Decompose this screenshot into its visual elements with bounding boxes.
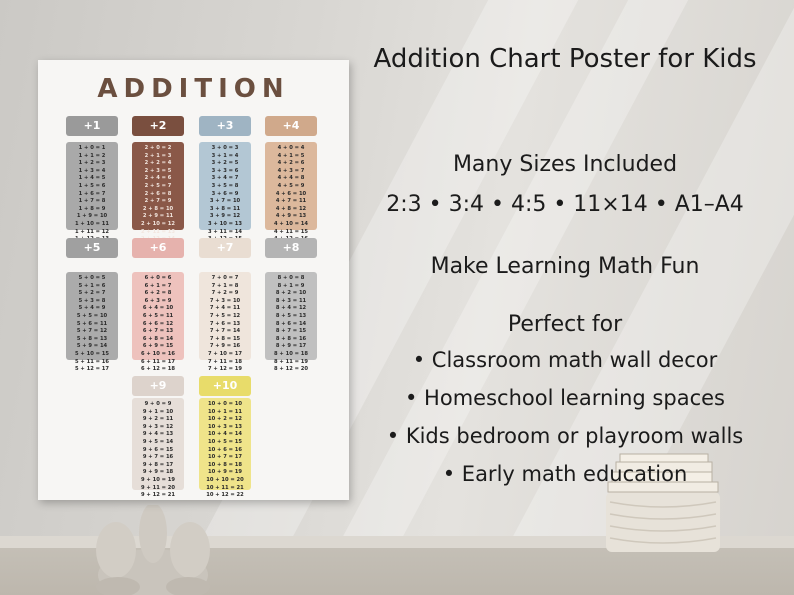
table-row: 8 + 2 = 10 (275, 290, 307, 297)
table-row: 2 + 3 = 5 (144, 167, 172, 174)
table-row: 10 + 10 = 20 (206, 476, 244, 483)
table-row: 8 + 10 = 18 (274, 350, 308, 357)
table-row: 3 + 9 = 12 (209, 213, 241, 220)
table-row: 8 + 8 = 16 (275, 335, 307, 342)
table-row: 8 + 9 = 17 (275, 343, 307, 350)
table-row: 5 + 7 = 12 (76, 328, 108, 335)
table-row: 7 + 11 = 18 (208, 358, 242, 365)
table-row: 2 + 0 = 2 (144, 145, 172, 151)
table-row: 2 + 1 = 3 (144, 152, 172, 159)
table-row: 4 + 3 = 7 (277, 167, 305, 174)
table-row: 6 + 11 = 17 (141, 358, 175, 365)
table-row: 4 + 1 = 5 (277, 152, 305, 159)
table-row: 1 + 8 = 9 (78, 205, 106, 212)
table-row: 1 + 5 = 6 (78, 182, 106, 189)
table-row: 8 + 12 = 20 (274, 366, 308, 373)
table-row: 3 + 5 = 8 (211, 182, 239, 189)
perfect-heading: Perfect for (507, 312, 623, 337)
table-row: 6 + 4 = 10 (142, 305, 174, 312)
table-row: 8 + 11 = 19 (274, 358, 308, 365)
table-row: 6 + 8 = 14 (142, 335, 174, 342)
table-row: 6 + 6 = 12 (142, 320, 174, 327)
table-row: 6 + 3 = 9 (144, 297, 172, 304)
table-row: 8 + 6 = 14 (275, 320, 307, 327)
table-row: 7 + 2 = 9 (211, 290, 239, 297)
sizes-list: 2:3 • 3:4 • 4:5 • 11×14 • A1–A4 (386, 192, 744, 217)
table-row: 9 + 3 = 12 (142, 423, 174, 430)
table-row: 10 + 2 = 12 (208, 416, 242, 423)
table-row: 8 + 1 = 9 (277, 282, 305, 289)
table-row: 3 + 8 = 11 (209, 205, 241, 212)
table-row: 1 + 11 = 12 (75, 228, 109, 235)
addition-table (199, 398, 251, 499)
table-row: 4 + 0 = 4 (277, 145, 305, 151)
addition-table (66, 272, 118, 373)
table-row: 10 + 12 = 22 (206, 492, 244, 499)
table-row: 10 + 9 = 19 (208, 469, 242, 476)
table-row: 1 + 6 = 7 (78, 190, 106, 197)
table-row: 6 + 12 = 18 (141, 366, 175, 373)
table-row: 9 + 5 = 14 (142, 438, 174, 445)
addition-table (199, 142, 251, 235)
table-row: 5 + 6 = 11 (76, 320, 108, 327)
table-row: 5 + 0 = 5 (78, 275, 106, 281)
table-row: 10 + 4 = 14 (208, 431, 242, 438)
table-row: 5 + 11 = 16 (75, 358, 109, 365)
table-row: 1 + 7 = 8 (78, 198, 106, 205)
table-row: 6 + 2 = 8 (144, 290, 172, 297)
table-row: 7 + 7 = 14 (209, 328, 241, 335)
table-row: 9 + 4 = 13 (142, 431, 174, 438)
table-row: 4 + 5 = 9 (277, 182, 305, 189)
table-row: 4 + 9 = 13 (275, 213, 307, 220)
table-row: 2 + 5 = 7 (144, 182, 172, 189)
table-row: 7 + 5 = 12 (209, 312, 241, 319)
table-row: 9 + 10 = 19 (141, 476, 175, 483)
use-item: • Homeschool learning spaces (405, 386, 725, 410)
table-row: 6 + 5 = 11 (142, 312, 174, 319)
table-row: 5 + 1 = 6 (78, 282, 106, 289)
table-row: 3 + 1 = 4 (211, 152, 239, 159)
table-tab-label: +1 (66, 116, 118, 136)
table-row: 7 + 3 = 10 (209, 297, 241, 304)
table-tab-label: +8 (265, 238, 317, 258)
table-row: 9 + 9 = 18 (142, 469, 174, 476)
table-row: 3 + 0 = 3 (211, 145, 239, 151)
table-tab-label: +7 (199, 238, 251, 258)
table-row: 10 + 1 = 11 (208, 408, 242, 415)
table-row: 1 + 9 = 10 (76, 213, 108, 220)
table-row: 10 + 5 = 15 (208, 438, 242, 445)
table-row: 1 + 4 = 5 (78, 175, 106, 182)
table-row: 2 + 6 = 8 (144, 190, 172, 197)
use-item: • Classroom math wall decor (412, 348, 718, 372)
table-row: 4 + 6 = 10 (275, 190, 307, 197)
table-row: 2 + 8 = 10 (142, 205, 174, 212)
table-row: 1 + 2 = 3 (78, 160, 106, 167)
poster-title: ADDITION (97, 74, 290, 104)
table-row: 6 + 9 = 15 (142, 343, 174, 350)
table-row: 3 + 10 = 13 (208, 220, 242, 227)
table-row: 10 + 0 = 10 (208, 401, 242, 407)
table-row: 2 + 7 = 9 (144, 198, 172, 205)
table-row: 10 + 7 = 17 (208, 454, 242, 461)
table-row: 5 + 3 = 8 (78, 297, 106, 304)
table-row: 7 + 9 = 16 (209, 343, 241, 350)
table-row: 7 + 4 = 11 (209, 305, 241, 312)
table-row: 6 + 7 = 13 (142, 328, 174, 335)
table-row: 4 + 2 = 6 (277, 160, 305, 167)
table-row: 2 + 2 = 4 (144, 160, 172, 167)
table-row: 2 + 11 = 13 (141, 228, 175, 235)
table-row: 9 + 7 = 16 (142, 454, 174, 461)
table-row: 8 + 5 = 13 (275, 312, 307, 319)
table-row: 9 + 0 = 9 (144, 401, 172, 407)
table-row: 1 + 10 = 11 (75, 220, 109, 227)
table-row: 5 + 2 = 7 (78, 290, 106, 297)
table-row: 2 + 4 = 6 (144, 175, 172, 182)
table-row: 7 + 6 = 13 (209, 320, 241, 327)
table-row: 4 + 10 = 14 (274, 220, 308, 227)
addition-table (265, 142, 317, 235)
headline: Addition Chart Poster for Kids (373, 44, 757, 74)
table-row: 5 + 4 = 9 (78, 305, 106, 312)
table-row: 9 + 1 = 10 (142, 408, 174, 415)
table-row: 3 + 7 = 10 (209, 198, 241, 205)
table-row: 7 + 0 = 7 (211, 275, 239, 281)
table-row: 8 + 7 = 15 (275, 328, 307, 335)
addition-table (132, 142, 184, 235)
table-row: 2 + 10 = 12 (141, 220, 175, 227)
table-row: 3 + 4 = 7 (211, 175, 239, 182)
table-row: 7 + 1 = 8 (211, 282, 239, 289)
table-tab-label: +6 (132, 238, 184, 258)
table-row: 3 + 2 = 5 (211, 160, 239, 167)
table-row: 3 + 6 = 9 (211, 190, 239, 197)
addition-table (132, 398, 184, 499)
table-row: 5 + 5 = 10 (76, 312, 108, 319)
table-row: 4 + 7 = 11 (275, 198, 307, 205)
table-row: 3 + 3 = 6 (211, 167, 239, 174)
table-row: 5 + 10 = 15 (75, 350, 109, 357)
table-row: 5 + 8 = 13 (76, 335, 108, 342)
table-row: 8 + 4 = 12 (275, 305, 307, 312)
table-row: 1 + 1 = 2 (78, 152, 106, 159)
table-row: 10 + 11 = 21 (206, 484, 244, 491)
table-tab-label: +4 (265, 116, 317, 136)
table-row: 2 + 9 = 11 (142, 213, 174, 220)
table-row: 7 + 10 = 17 (208, 350, 242, 357)
use-item: • Early math education (442, 462, 688, 486)
table-row: 7 + 12 = 19 (208, 366, 242, 373)
table-row: 10 + 8 = 18 (208, 461, 242, 468)
table-tab-label: +9 (132, 376, 184, 396)
tagline: Make Learning Math Fun (430, 254, 700, 279)
table-row: 6 + 1 = 7 (144, 282, 172, 289)
sizes-heading: Many Sizes Included (452, 152, 678, 177)
table-row: 4 + 11 = 15 (274, 228, 308, 235)
addition-table (66, 142, 118, 235)
table-row: 9 + 12 = 21 (141, 492, 175, 499)
table-row: 5 + 9 = 14 (76, 343, 108, 350)
table-row: 5 + 12 = 17 (75, 366, 109, 373)
table-row: 7 + 8 = 15 (209, 335, 241, 342)
table-row: 1 + 0 = 1 (78, 145, 106, 151)
table-row: 6 + 0 = 6 (144, 275, 172, 281)
table-row: 9 + 11 = 20 (141, 484, 175, 491)
table-row: 8 + 0 = 8 (277, 275, 305, 281)
table-row: 10 + 6 = 16 (208, 446, 242, 453)
addition-table (132, 272, 184, 373)
addition-table (199, 272, 251, 373)
table-row: 1 + 3 = 4 (78, 167, 106, 174)
table-tab-label: +5 (66, 238, 118, 258)
table-tab-label: +2 (132, 116, 184, 136)
bunny-plush (78, 505, 228, 595)
table-row: 4 + 4 = 8 (277, 175, 305, 182)
table-row: 4 + 8 = 12 (275, 205, 307, 212)
use-item: • Kids bedroom or playroom walls (386, 424, 744, 448)
table-tab-label: +3 (199, 116, 251, 136)
addition-table (265, 272, 317, 373)
table-row: 9 + 2 = 11 (142, 416, 174, 423)
table-row: 10 + 3 = 13 (208, 423, 242, 430)
table-row: 8 + 3 = 11 (275, 297, 307, 304)
table-row: 3 + 11 = 14 (208, 228, 242, 235)
table-row: 9 + 8 = 17 (142, 461, 174, 468)
table-tab-label: +10 (199, 376, 251, 396)
table-row: 9 + 6 = 15 (142, 446, 174, 453)
table-row: 6 + 10 = 16 (141, 350, 175, 357)
addition-poster (38, 60, 349, 500)
